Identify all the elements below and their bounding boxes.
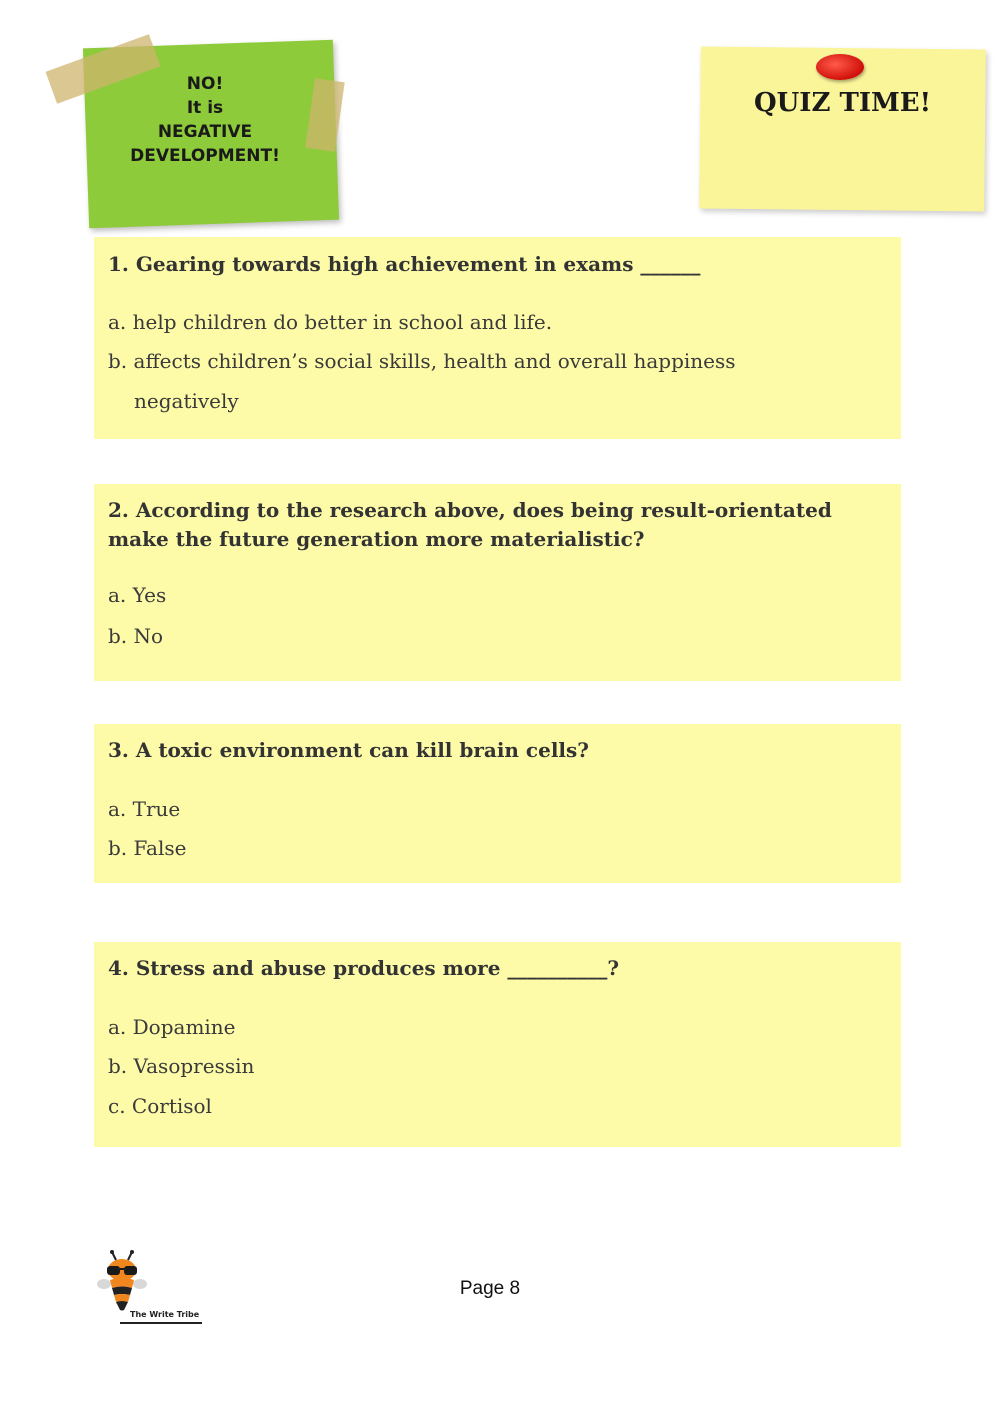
question-text: 2. According to the research above, does being result-orientated make the future generation more materialistic? — [108, 498, 832, 551]
question-box-3 — [94, 724, 901, 883]
answer-option[interactable]: a. Yes — [108, 583, 167, 607]
write-tribe-logo — [96, 1250, 206, 1328]
question-box-1 — [94, 237, 901, 439]
answer-option[interactable]: b. False — [108, 836, 187, 860]
green-note-line: NEGATIVE — [157, 122, 253, 142]
logo-text: The Write Tribe — [130, 1310, 200, 1319]
question-text: 3. A toxic environment can kill brain cells? — [108, 738, 590, 762]
green-note-line: DEVELOPMENT! — [130, 146, 280, 166]
answer-option-continued[interactable]: negatively — [134, 389, 239, 413]
answer-option[interactable]: c. Cortisol — [108, 1094, 212, 1118]
page-number: Page 8 — [459, 1278, 521, 1299]
answer-option[interactable]: a. True — [108, 797, 181, 821]
answer-option[interactable]: b. affects children’s social skills, health and overall happiness — [108, 349, 736, 373]
quiz-title: QUIZ TIME! — [753, 88, 932, 118]
answer-option[interactable]: a. help children do better in school and life. — [108, 310, 553, 334]
green-note-line: NO! — [186, 74, 224, 94]
answer-option[interactable]: a. Dopamine — [108, 1015, 236, 1039]
green-note-line: It is — [186, 98, 224, 118]
answer-option[interactable]: b. Vasopressin — [108, 1054, 255, 1078]
answer-option[interactable]: b. No — [108, 624, 164, 648]
push-pin-icon — [816, 54, 864, 80]
green-note-text — [110, 72, 300, 168]
question-box-2 — [94, 484, 901, 681]
question-box-4 — [94, 942, 901, 1147]
question-text: 1. Gearing towards high achievement in exams ______ — [108, 252, 701, 276]
question-text: 4. Stress and abuse produces more __________? — [108, 956, 620, 980]
